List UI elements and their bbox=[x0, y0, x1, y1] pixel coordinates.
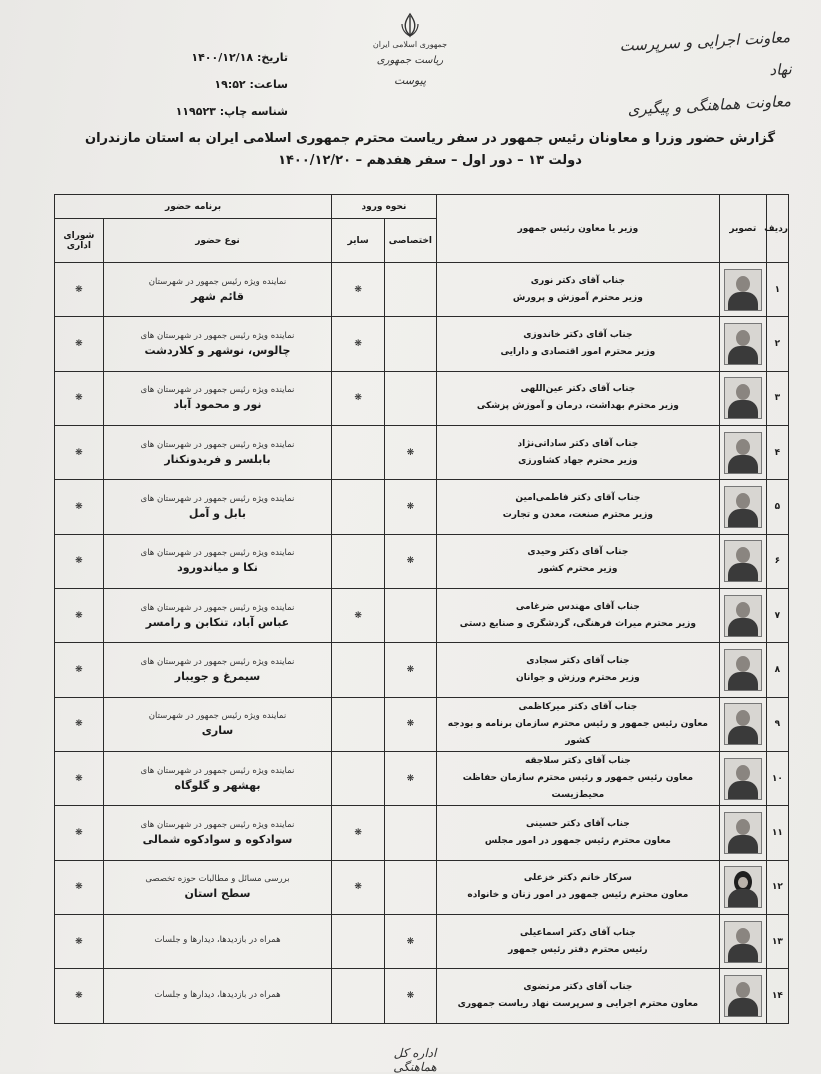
table-row bbox=[55, 589, 789, 643]
council-mark: ❋ bbox=[55, 426, 104, 480]
minister-cell bbox=[436, 643, 719, 697]
council-mark: ❋ bbox=[55, 806, 104, 860]
attendance-city: عباس آباد، تنکابن و رامسر bbox=[145, 615, 290, 629]
table-row bbox=[55, 806, 789, 860]
table-row bbox=[55, 697, 789, 751]
other-mark: ❋ bbox=[332, 317, 385, 371]
attendance-city: چالوس، نوشهر و کلاردشت bbox=[144, 344, 291, 358]
special-mark: ❋ bbox=[384, 915, 436, 969]
portrait-cell bbox=[719, 589, 766, 643]
minister-role: وزیر محترم ورزش و جوانان bbox=[515, 673, 640, 684]
other-mark: ❋ bbox=[332, 263, 385, 317]
title-line-2: دولت ۱۳ – دور اول – سفر هفدهم – ۱۴۰۰/۱۲/۲۰ bbox=[278, 153, 582, 168]
row-number: ۴ bbox=[766, 426, 788, 480]
header-attendance-type: نوع حضور bbox=[103, 219, 331, 263]
attendance-type-cell bbox=[103, 589, 331, 643]
attendance-desc: نماینده ویژه رئیس جمهور در شهرستان bbox=[148, 276, 287, 287]
council-mark: ❋ bbox=[55, 915, 104, 969]
attendance-type-cell bbox=[103, 371, 331, 425]
row-number: ۱۲ bbox=[766, 860, 788, 914]
row-number: ۱۰ bbox=[766, 752, 788, 806]
attendance-type-cell bbox=[103, 697, 331, 751]
attendance-city: قائم شهر bbox=[191, 289, 244, 303]
special-mark bbox=[384, 263, 436, 317]
header-radif: ردیف bbox=[766, 195, 788, 263]
special-mark bbox=[384, 371, 436, 425]
minister-cell bbox=[436, 263, 719, 317]
portrait-photo bbox=[724, 975, 762, 1017]
title-line-1: گزارش حضور وزرا و معاونان رئیس جمهور در سفر ریاست محترم جمهوری اسلامی ایران به استان مازندران bbox=[84, 131, 776, 146]
minister-name: جناب آقای دکتر فاطمی‌امین bbox=[515, 493, 641, 504]
attendance-desc: نماینده ویژه رئیس جمهور در شهرستان های bbox=[140, 494, 295, 505]
minister-cell bbox=[436, 697, 719, 751]
council-mark: ❋ bbox=[55, 480, 104, 534]
attendance-desc: همراه در بازدیدها، دیدارها و جلسات bbox=[154, 989, 281, 1000]
row-number: ۱۳ bbox=[766, 915, 788, 969]
council-mark: ❋ bbox=[55, 317, 104, 371]
portrait-cell bbox=[719, 806, 766, 860]
footer-signature: اداره کل هماهنگی bbox=[393, 1046, 437, 1074]
portrait-photo bbox=[724, 866, 762, 908]
attendance-type-cell bbox=[103, 480, 331, 534]
minister-name: جناب آقای دکتر خاندوزی bbox=[523, 330, 633, 341]
minister-role: رئیس محترم دفتر رئیس جمهور bbox=[508, 944, 648, 955]
other-mark bbox=[332, 534, 385, 588]
row-number: ۳ bbox=[766, 371, 788, 425]
row-number: ۶ bbox=[766, 534, 788, 588]
attendance-desc: نماینده ویژه رئیس جمهور در شهرستان های bbox=[140, 385, 295, 396]
attendance-type-cell bbox=[103, 969, 331, 1024]
portrait-photo bbox=[724, 812, 762, 854]
row-number: ۱۱ bbox=[766, 806, 788, 860]
portrait-photo bbox=[724, 377, 762, 419]
other-mark bbox=[332, 480, 385, 534]
other-mark: ❋ bbox=[332, 589, 385, 643]
table-row bbox=[55, 263, 789, 317]
time-label: ساعت: ۱۹:۵۲ bbox=[214, 78, 288, 91]
council-mark: ❋ bbox=[55, 752, 104, 806]
minister-name: جناب آقای دکتر اسماعیلی bbox=[520, 927, 636, 938]
row-number: ۵ bbox=[766, 480, 788, 534]
attendance-desc: نماینده ویژه رئیس جمهور در شهرستان های bbox=[140, 331, 295, 342]
minister-name: جناب آقای دکتر سجادی bbox=[526, 656, 630, 667]
portrait-cell bbox=[719, 534, 766, 588]
council-mark: ❋ bbox=[55, 969, 104, 1024]
emblem-signature: پیوست bbox=[393, 74, 427, 87]
minister-name: جناب آقای مهندس ضرغامی bbox=[515, 601, 640, 612]
report-title bbox=[70, 128, 790, 172]
attendance-type-cell bbox=[103, 534, 331, 588]
minister-name: جناب آقای دکتر مرتضوی bbox=[523, 982, 633, 993]
minister-role: معاون محترم اجرایی و سرپرست نهاد ریاست جمهوری bbox=[457, 999, 699, 1010]
minister-cell bbox=[436, 426, 719, 480]
header-entry-method: نحوه ورود bbox=[332, 195, 437, 219]
minister-cell bbox=[436, 371, 719, 425]
attendance-type-cell bbox=[103, 806, 331, 860]
portrait-cell bbox=[719, 263, 766, 317]
portrait-photo bbox=[724, 323, 762, 365]
minister-name: جناب آقای دکتر ساداتی‌نژاد bbox=[517, 438, 639, 449]
iran-emblem-icon bbox=[398, 12, 422, 38]
header-other: سایر bbox=[332, 219, 385, 263]
special-mark: ❋ bbox=[384, 697, 436, 751]
portrait-cell bbox=[719, 860, 766, 914]
special-mark bbox=[384, 317, 436, 371]
table-row bbox=[55, 643, 789, 697]
attendance-type-cell bbox=[103, 426, 331, 480]
minister-name: جناب آقای دکتر میرکاظمی bbox=[518, 701, 638, 712]
attendance-desc: همراه در بازدیدها، دیدارها و جلسات bbox=[154, 935, 281, 946]
attendance-desc: نماینده ویژه رئیس جمهور در شهرستان های bbox=[140, 548, 295, 559]
minister-role: وزیر محترم جهاد کشاورزی bbox=[518, 455, 638, 466]
special-mark: ❋ bbox=[384, 480, 436, 534]
portrait-cell bbox=[719, 915, 766, 969]
portrait-photo bbox=[724, 921, 762, 963]
minister-role: معاون محترم رئیس جمهور در امور مجلس bbox=[484, 836, 671, 847]
special-mark: ❋ bbox=[384, 534, 436, 588]
other-mark bbox=[332, 915, 385, 969]
portrait-cell bbox=[719, 969, 766, 1024]
attendance-city: نکا و میاندورود bbox=[177, 561, 258, 575]
minister-cell bbox=[436, 969, 719, 1024]
document-meta bbox=[108, 44, 288, 125]
council-mark: ❋ bbox=[55, 534, 104, 588]
portrait-cell bbox=[719, 480, 766, 534]
special-mark: ❋ bbox=[384, 969, 436, 1024]
attendance-desc: نماینده ویژه رئیس جمهور در شهرستان های bbox=[140, 602, 295, 613]
special-mark bbox=[384, 860, 436, 914]
portrait-cell bbox=[719, 643, 766, 697]
minister-role: وزیر محترم کشور bbox=[538, 564, 618, 575]
other-mark bbox=[332, 697, 385, 751]
attendance-desc: بررسی مسائل و مطالبات حوزه تخصصی bbox=[145, 874, 290, 885]
portrait-cell bbox=[719, 317, 766, 371]
minister-cell bbox=[436, 860, 719, 914]
minister-cell bbox=[436, 752, 719, 806]
other-mark bbox=[332, 969, 385, 1024]
minister-role: معاون رئیس جمهور و رئیس محترم سازمان حفاظت محیط‌زیست bbox=[462, 773, 694, 801]
other-mark bbox=[332, 426, 385, 480]
attendance-city: سیمرغ و جویبار bbox=[174, 670, 261, 684]
portrait-photo bbox=[724, 595, 762, 637]
minister-role: وزیر محترم بهداشت، درمان و آموزش پزشکی bbox=[476, 401, 679, 412]
minister-cell bbox=[436, 534, 719, 588]
portrait-photo bbox=[724, 540, 762, 582]
minister-name: جناب آقای دکتر حسینی bbox=[525, 819, 630, 830]
row-number: ۱۴ bbox=[766, 969, 788, 1024]
special-mark: ❋ bbox=[384, 643, 436, 697]
special-mark: ❋ bbox=[384, 752, 436, 806]
header-attendance-program: برنامه حضور bbox=[55, 195, 332, 219]
other-mark bbox=[332, 752, 385, 806]
minister-role: وزیر محترم صنعت، معدن و تجارت bbox=[502, 510, 654, 521]
council-mark: ❋ bbox=[55, 263, 104, 317]
table-row bbox=[55, 534, 789, 588]
minister-cell bbox=[436, 480, 719, 534]
portrait-cell bbox=[719, 426, 766, 480]
minister-role: معاون محترم رئیس جمهور در امور زنان و خانواده bbox=[467, 890, 689, 901]
emblem-block bbox=[360, 12, 460, 87]
minister-cell bbox=[436, 806, 719, 860]
header-special: اختصاصی bbox=[384, 219, 436, 263]
special-mark bbox=[384, 806, 436, 860]
attendance-city: بابلسر و فریدونکنار bbox=[164, 452, 271, 466]
attendance-city: بابل و آمل bbox=[188, 507, 247, 521]
other-mark: ❋ bbox=[332, 860, 385, 914]
attendance-type-cell bbox=[103, 263, 331, 317]
council-mark: ❋ bbox=[55, 860, 104, 914]
date-label: تاریخ: ۱۴۰۰/۱۲/۱۸ bbox=[191, 51, 288, 64]
row-number: ۸ bbox=[766, 643, 788, 697]
portrait-cell bbox=[719, 371, 766, 425]
attendance-city: نور و محمود آباد bbox=[173, 398, 262, 412]
table-row bbox=[55, 752, 789, 806]
portrait-photo bbox=[724, 649, 762, 691]
header-council: شورای اداری bbox=[55, 219, 104, 263]
row-number: ۹ bbox=[766, 697, 788, 751]
header-minister: وزیر یا معاون رئیس جمهور bbox=[436, 195, 719, 263]
attendance-city: سوادکوه و سوادکوه شمالی bbox=[142, 833, 293, 847]
emblem-subtitle: ریاست جمهوری bbox=[376, 55, 444, 66]
other-mark: ❋ bbox=[332, 371, 385, 425]
minister-name: جناب آقای دکتر عین‌اللهی bbox=[520, 384, 636, 395]
attendance-table bbox=[54, 194, 789, 1024]
emblem-text: جمهوری اسلامی ایران bbox=[372, 40, 448, 49]
special-mark: ❋ bbox=[384, 426, 436, 480]
portrait-photo bbox=[724, 486, 762, 528]
minister-role: وزیر محترم امور اقتصادی و دارایی bbox=[500, 347, 656, 358]
attendance-type-cell bbox=[103, 317, 331, 371]
council-mark: ❋ bbox=[55, 697, 104, 751]
attendance-city: سطح استان bbox=[184, 887, 251, 901]
portrait-photo bbox=[724, 432, 762, 474]
attendance-type-cell bbox=[103, 752, 331, 806]
header-picture: تصویر bbox=[719, 195, 766, 263]
table-row bbox=[55, 371, 789, 425]
minister-cell bbox=[436, 589, 719, 643]
minister-role: معاون رئیس جمهور و رئیس محترم سازمان برنامه و بودجه کشور bbox=[447, 718, 708, 746]
attendance-desc: نماینده ویژه رئیس جمهور در شهرستان های bbox=[140, 765, 295, 776]
attendance-desc: نماینده ویژه رئیس جمهور در شهرستان های bbox=[140, 439, 295, 450]
council-mark: ❋ bbox=[55, 589, 104, 643]
minister-name: جناب آقای دکتر وحیدی bbox=[527, 547, 629, 558]
minister-name: سرکار خانم دکتر خزعلی bbox=[523, 873, 632, 884]
minister-name: جناب آقای دکتر نوری bbox=[530, 275, 625, 286]
attendance-desc: نماینده ویژه رئیس جمهور در شهرستان های bbox=[140, 657, 295, 668]
attendance-type-cell bbox=[103, 860, 331, 914]
row-number: ۱ bbox=[766, 263, 788, 317]
minister-role: وزیر محترم میراث فرهنگی، گردشگری و صنایع دستی bbox=[459, 618, 696, 629]
minister-cell bbox=[436, 915, 719, 969]
portrait-cell bbox=[719, 752, 766, 806]
special-mark bbox=[384, 589, 436, 643]
other-mark: ❋ bbox=[332, 806, 385, 860]
minister-cell bbox=[436, 317, 719, 371]
attendance-city: ساری bbox=[201, 724, 234, 738]
council-mark: ❋ bbox=[55, 643, 104, 697]
table-row bbox=[55, 480, 789, 534]
table-row bbox=[55, 969, 789, 1024]
org-line-1: معاونت اجرایی و سرپرست نهاد bbox=[619, 28, 793, 80]
portrait-photo bbox=[724, 269, 762, 311]
table-row bbox=[55, 317, 789, 371]
council-mark: ❋ bbox=[55, 371, 104, 425]
org-line-2: معاونت هماهنگی و پیگیری bbox=[627, 92, 792, 119]
portrait-photo bbox=[724, 703, 762, 745]
attendance-type-cell bbox=[103, 643, 331, 697]
portrait-photo bbox=[724, 758, 762, 800]
table-row bbox=[55, 426, 789, 480]
table-row bbox=[55, 915, 789, 969]
minister-role: وزیر محترم آموزش و پرورش bbox=[512, 292, 643, 303]
portrait-cell bbox=[719, 697, 766, 751]
attendance-type-cell bbox=[103, 915, 331, 969]
row-number: ۲ bbox=[766, 317, 788, 371]
table-row bbox=[55, 860, 789, 914]
organization-heading bbox=[601, 26, 791, 122]
attendance-desc: نماینده ویژه رئیس جمهور در شهرستان های bbox=[140, 820, 295, 831]
other-mark bbox=[332, 643, 385, 697]
print-id-label: شناسه چاپ: ۱۱۹۵۲۳ bbox=[175, 105, 288, 118]
minister-name: جناب آقای دکتر سلاجقه bbox=[524, 756, 631, 767]
attendance-desc: نماینده ویژه رئیس جمهور در شهرستان bbox=[148, 711, 287, 722]
row-number: ۷ bbox=[766, 589, 788, 643]
attendance-city: بهشهر و گلوگاه bbox=[174, 778, 261, 792]
